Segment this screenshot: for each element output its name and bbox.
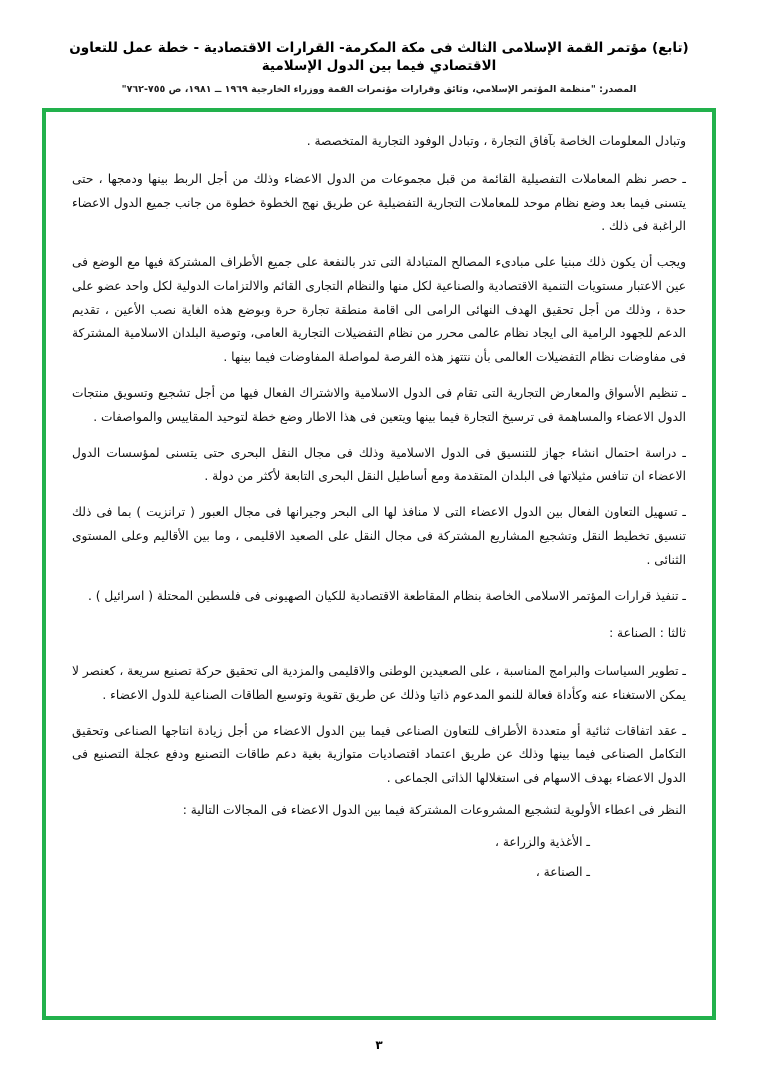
section-heading: ثالثا : الصناعة : xyxy=(609,626,686,641)
page-title: (تابع) مؤتمر القمة الإسلامى الثالث فى مكة المكرمة- القرارات الاقتصادية - خطة عمل للتعاون الاقتصادي فيما بين الدول الإسلامية xyxy=(69,40,689,74)
page-number: ٣ xyxy=(375,1038,383,1052)
document-body xyxy=(72,130,686,1006)
paragraph: ـ تسهيل التعاون الفعال بين الدول الاعضاء التى لا منافذ لها الى البحر وجيرانها فى مجال العبور ( ترانزيت ) بما فى ذلك تنسيق تخطيط النقل وتشجيع المشاريع المشتركة فى مجال النقل على الصعيد الاقليمى ، وما بين الأقاليم وعلى المستوى الثنائى . xyxy=(72,505,686,567)
paragraph: وتبادل المعلومات الخاصة بآفاق التجارة ، وتبادل الوفود التجارية المتخصصة . xyxy=(306,134,686,148)
paragraph: ـ تطوير السياسات والبرامج المناسبة ، على الصعيدين الوطنى والاقليمى والمزدية الى تحقيق حركة تصنيع سريعة ، كعنصر لا يمكن الاستغناء عنه وكأداة فعالة للنمو المدعوم ذاتيا وذلك عن طريق تقوية وتوسيع الطاقات الصناعية للدول الاعضاء . xyxy=(72,664,686,702)
paragraph: ويجب أن يكون ذلك مبنيا على مبادىء المصالح المتبادلة التى تدر بالنفعة على جميع الأطراف المشتركة فيها مع الوضع فى عين الاعتبار مستويات التنمية الاقتصادية والصناعية لكل منها والنظام التجارى القائم والالتزامات الدولية لكل واحد عضو على حدة ، وذلك من أجل تحقيق الهدف النهائى الرامى الى اقامة منطقة تجارة حرة وبوضع هذه الغاية نصب الأعين ، تقديم الدعم للجهود الرامية الى ايجاد نظام عالمى محرر من نظام التفضيلات التجارية العامى، وتوصية البلدان الاسلامية المشتركة فى مفاوضات نظام التفضيلات العالمى بأن نتتهز هذه الفرصة لمواصلة المفاوضات فيما بينها . xyxy=(72,255,686,365)
green-border-frame xyxy=(42,108,716,1020)
paragraph: ـ حصر نظم المعاملات التفصيلية القائمة من قبل مجموعات من الدول الاعضاء وذلك من أجل الربط بينها ودمجها ، حتى يتسنى فيما بعد وضع نظام موحد للمعاملات التجارية التفضيلية عن طريق نهج الخطوة خطوة من جانب جميع الدول الاعضاء الراغبة فى ذلك . xyxy=(72,171,686,234)
paragraph: ـ دراسة احتمال انشاء جهاز للتنسيق فى الدول الاسلامية وذلك فى مجال النقل البحرى حتى يتسنى لمؤسسات الدول الاعضاء ان تنافس مثيلاتها فى البلدان المتقدمة ومع أساطيل النقل البحرى التابعة لأكثر من دولة . xyxy=(72,445,686,484)
paragraph: ـ تنظيم الأسواق والمعارض التجارية التى تقام فى الدول الاسلامية والاشتراك الفعال فيها من أجل تشجيع وتسويق منتجات الدول الاعضاء والمساهمة فى ترسيخ التجارة فيما بينها ويتعين فى هذا الاطار وضع خطة لتوحيد المقاييس والمواصفات . xyxy=(72,386,686,424)
list-item: ـ الصناعة ، xyxy=(535,864,590,879)
list-item: ـ الأغذية والزراعة ، xyxy=(495,834,590,849)
document-header xyxy=(0,40,758,96)
closing-paragraph: النظر فى اعطاء الأولوية لتشجيع المشروعات المشتركة فيما بين الدول الاعضاء فى المجالات التالية : xyxy=(182,802,686,817)
paragraph: ـ عقد اتفاقات ثنائية أو متعددة الأطراف للتعاون الصناعى فيما بين الدول الاعضاء من أجل زيادة انتاجها الصناعى وتحقيق التكامل الصناعى فيما بينها وذلك عن طريق اعتماد اقتصاديات متوازية بغية دعم طاقات التصنيع ودفع عجلة التصنيع فى الدول الاعضاء بهدف الاسهام فى استغلالها الذاتى الجماعى . xyxy=(72,723,686,786)
source-citation: المصدر: "منظمة المؤتمر الإسلامي، وثائق وقرارات مؤتمرات القمة ووزراء الخارجية ١٩٦٩ ــ ١٩٨١، ص ٧٥٥-٧٦٢" xyxy=(121,84,637,96)
paragraph: ـ تنفيذ قرارات المؤتمر الاسلامى الخاصة بنظام المقاطعة الاقتصادية للكيان الصهيونى فى فلسطين المحتلة ( اسرائيل ) . xyxy=(88,588,686,603)
